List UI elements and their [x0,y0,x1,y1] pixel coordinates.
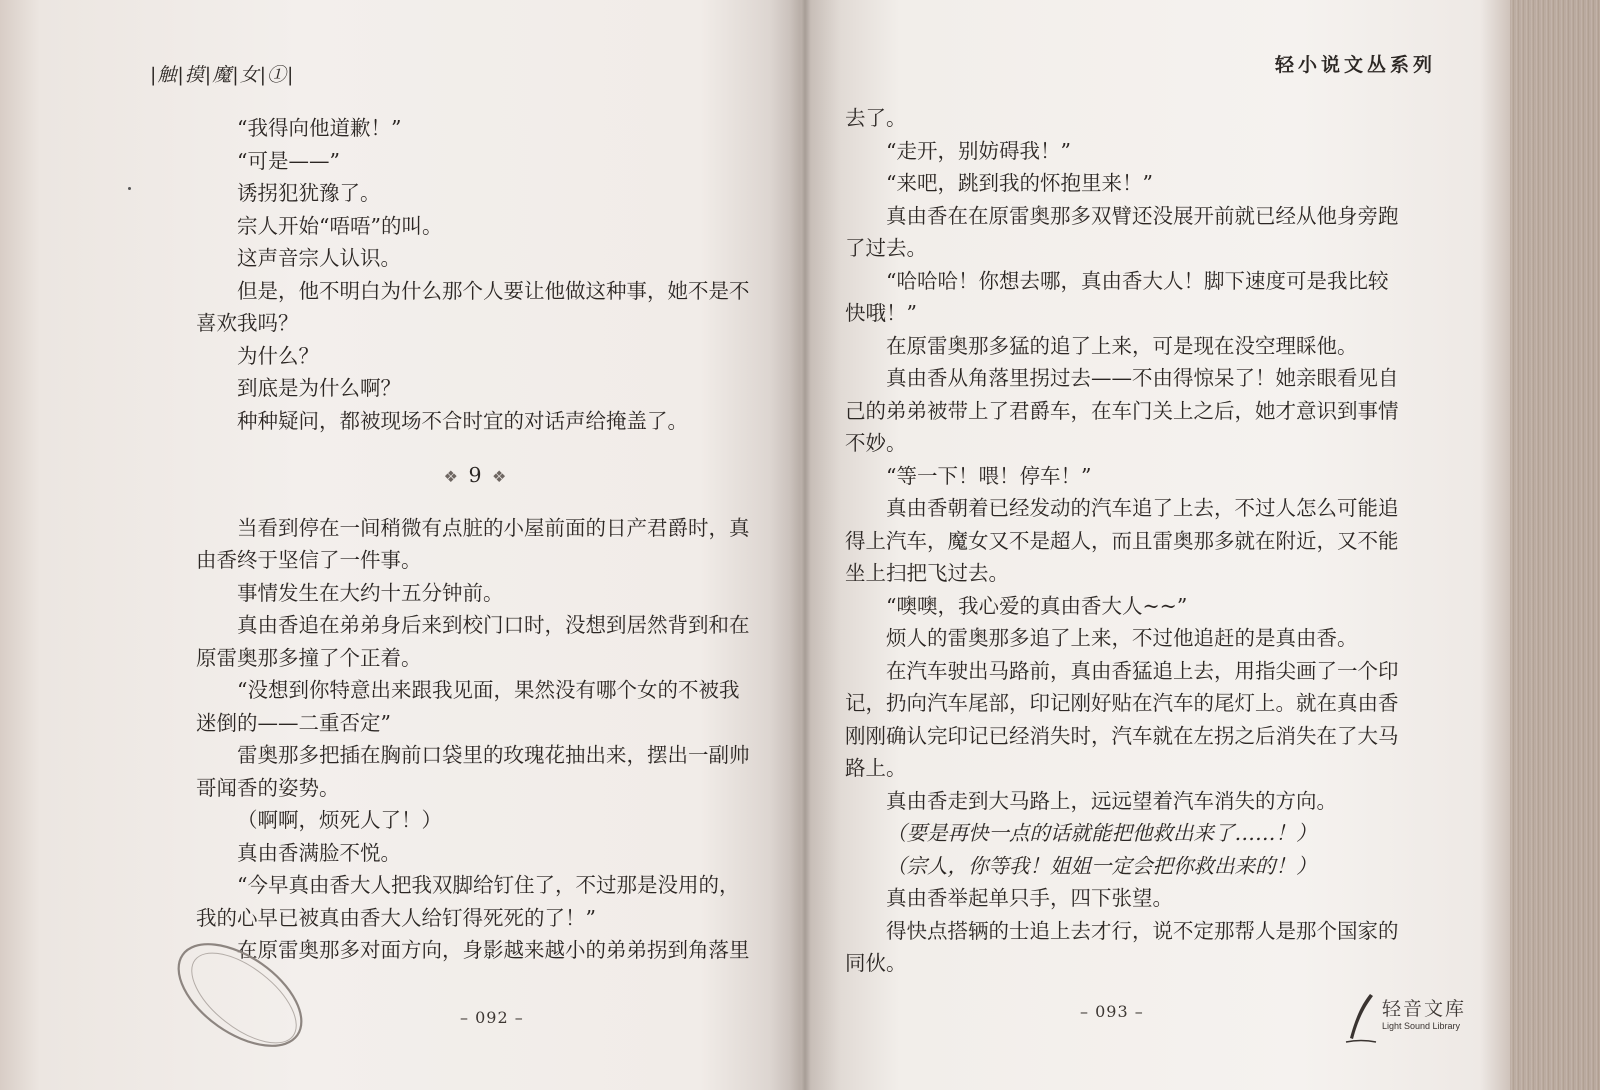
text-line: 得快点搭辆的士追上去才行，说不定那帮人是那个国家的 [886,918,1399,943]
ornament-icon: ❖ [492,467,509,486]
text-line: 不妙。 [845,431,907,455]
text-line: 得上汽车，魔女又不是超人，而且雷奥那多就在附近，又不能 [845,528,1399,553]
text-line: 真由香满脸不悦。 [237,840,401,865]
text-line: 去了。 [845,106,907,130]
text-line: 喜欢我吗？ [196,311,299,335]
text-line: （啊啊，烦死人了！） [237,808,442,832]
text-line: “等一下！喂！停车！” [886,463,1092,488]
right-folio: – 093 – [1080,1002,1144,1021]
text-line: 真由香举起单只手，四下张望。 [886,886,1173,910]
text-line: 同伙。 [845,951,907,975]
text-line: “走开，别妨碍我！” [886,138,1071,163]
text-line: “噢噢，我心爱的真由香大人~~” [886,593,1188,618]
ornament-icon: ❖ [443,467,460,486]
text-line: “来吧，跳到我的怀抱里来！” [886,171,1153,195]
text-line: 由香终于坚信了一件事。 [196,548,422,572]
text-line: 真由香走到大马路上，远远望着汽车消失的方向。 [886,788,1337,813]
text-line: 诱拐犯犹豫了。 [237,181,381,205]
text-line: 为什么？ [237,343,319,368]
text-line: 真由香追在弟弟身后来到校门口时，没想到居然背到和在 [237,613,750,637]
text-line: “哈哈哈！你想去哪，真由香大人！脚下速度可是我比较 [886,268,1389,293]
text-line: 了过去。 [845,236,927,260]
page-edges [1510,0,1600,1090]
text-line: 迷倒的——二重否定” [196,710,391,735]
text-line: （宗人，你等我！姐姐一定会把你救出来的！） [886,853,1317,878]
text-line: 原雷奥那多撞了个正着。 [196,645,422,670]
text-line: 到底是为什么啊？ [237,376,401,400]
text-line: 在原雷奥那多对面方向，身影越来越小的弟弟拐到角落里 [237,938,750,962]
swirl-ornament [160,920,320,1060]
quill-icon [1340,990,1380,1046]
text-line: 我的心早已被真由香大人给钉得死死的了！” [196,905,596,930]
text-line: 坐上扫把飞过去。 [845,561,1009,585]
text-line: “没想到你特意出来跟我见面，果然没有哪个女的不被我 [237,678,740,702]
text-line: 当看到停在一间稍微有点脏的小屋前面的日产君爵时，真 [237,515,750,540]
text-line: 事情发生在大约十五分钟前。 [237,580,504,605]
right-page [820,0,1520,1090]
text-line: 雷奥那多把插在胸前口袋里的玫瑰花抽出来，摆出一副帅 [237,743,750,767]
text-line: 刚刚确认完印记已经消失时，汽车就在左拐之后消失在了大马 [845,723,1399,748]
text-line: 己的弟弟被带上了君爵车，在车门关上之后，她才意识到事情 [845,398,1399,423]
text-line: 记，扔向汽车尾部，印记刚好贴在汽车的尾灯上。就在真由香 [845,691,1399,715]
text-line: 宗人开始“唔唔”的叫。 [237,213,443,238]
logo-subtitle: Light Sound Library [1382,1021,1461,1031]
text-line: 真由香朝着已经发动的汽车追了上去，不过人怎么可能追 [886,496,1399,520]
text-line: 在原雷奥那多猛的追了上来，可是现在没空理睬他。 [886,333,1358,358]
section-marker [196,437,756,512]
publisher-logo [1340,990,1470,1050]
text-line: “可是——” [237,148,340,173]
right-text-block [845,102,1405,980]
section-number: 9 [468,463,484,487]
text-line: （要是再快一点的话就能把他救出来了……！） [886,821,1317,845]
left-page [0,0,790,1090]
left-folio: – 092 – [460,1008,524,1027]
text-line: 真由香在在原雷奥那多双臂还没展开前就已经从他身旁跑 [886,203,1399,228]
text-line: 快哦！” [845,301,917,325]
left-text-block [196,112,756,967]
text-line: 这声音宗人认识。 [237,246,401,270]
text-line: 但是，他不明白为什么那个人要让他做这种事，她不是不 [237,278,750,303]
text-line: 路上。 [845,756,907,780]
text-line: 真由香从角落里拐过去——不由得惊呆了！她亲眼看见自 [886,366,1399,390]
text-line: 哥闻香的姿势。 [196,775,340,800]
text-line: 在汽车驶出马路前，真由香猛追上去，用指尖画了一个印 [886,658,1399,683]
text-line: 烦人的雷奥那多追了上来，不过他追赶的是真由香。 [886,626,1358,650]
text-line: “我得向他道歉！” [237,116,402,140]
text-line: 种种疑问，都被现场不合时宜的对话声给掩盖了。 [237,408,688,433]
right-running-head: 轻小说文丛系列 [1275,54,1437,76]
left-running-head: |触|摸|魔|女|①| [150,64,295,86]
text-line: “今早真由香大人把我双脚给钉住了，不过那是没用的， [237,873,740,897]
logo-title: 轻音文库 [1382,998,1467,1020]
